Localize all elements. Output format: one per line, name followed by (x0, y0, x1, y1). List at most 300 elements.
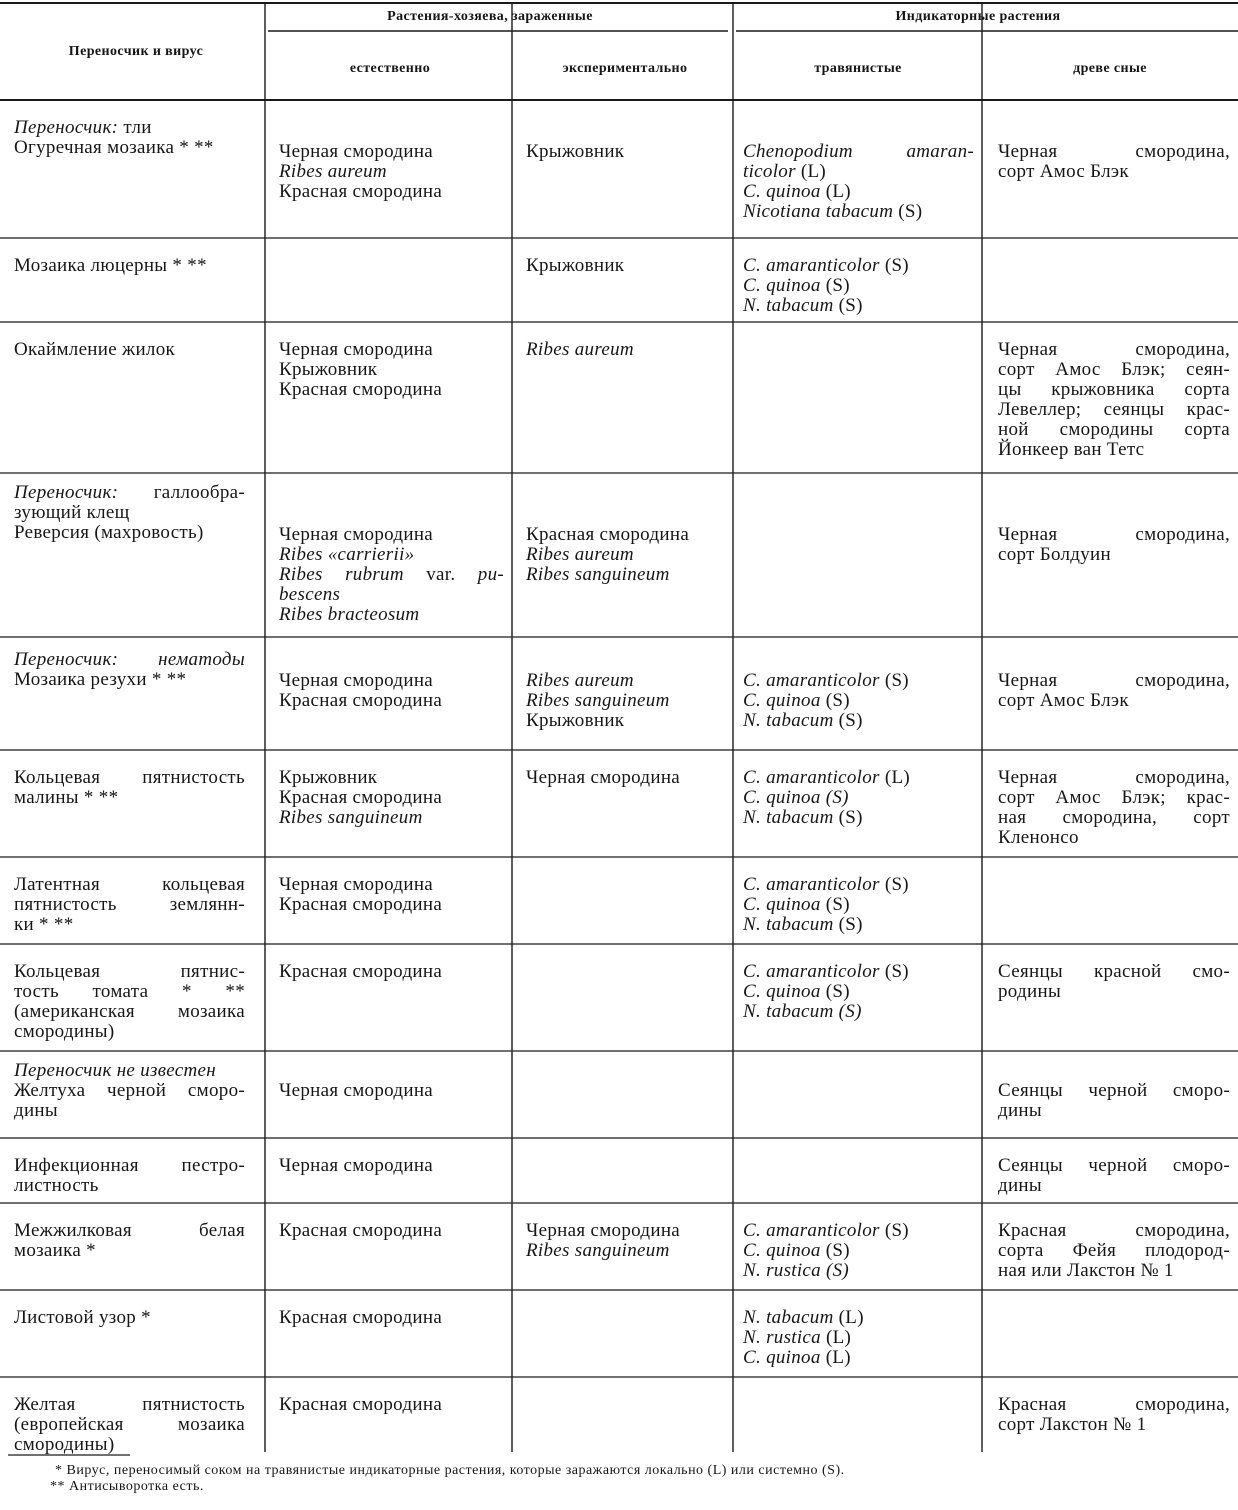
cell-text: пятнистость землянн- (14, 894, 245, 915)
cell-text: Черная смородина, (998, 141, 1230, 162)
cell-line (998, 691, 1230, 711)
cell-experimental (526, 256, 725, 276)
cell-text-suffix: (S) (893, 201, 923, 222)
cell-line (998, 545, 1230, 565)
cell-virus (14, 256, 245, 276)
cell-text-suffix: (S) (879, 255, 909, 276)
cell-text: N. tabacum (743, 295, 834, 316)
cell-line (14, 483, 245, 503)
cell-text: C. amaranticolor (743, 255, 880, 276)
cell-line (526, 565, 725, 585)
cell-text: Красная смородина, (998, 1394, 1230, 1415)
cell-text: сорт Лакстон № 1 (998, 1414, 1147, 1435)
cell-line (279, 1156, 504, 1176)
cell-line (743, 1221, 974, 1241)
cell-line (279, 380, 504, 400)
cell-text: Желтая пятнистость (14, 1394, 245, 1415)
cell-text: C. amaranticolor (743, 961, 880, 982)
cell-text: Инфекционная пестро- (14, 1155, 245, 1176)
cell-line (14, 1221, 245, 1241)
cell-text: ная смородина, сорт (998, 807, 1230, 828)
cell-text: C. quinoa (743, 894, 821, 915)
cell-line (526, 768, 725, 788)
cell-line (279, 808, 504, 828)
cell-text: bescens (279, 584, 341, 605)
cell-line (743, 182, 974, 202)
cell-line (998, 1156, 1230, 1176)
cell-line (743, 915, 974, 935)
cell-line (998, 440, 1230, 460)
cell-text: дины (998, 1100, 1042, 1121)
cell-line (14, 1101, 245, 1121)
cell-line (279, 565, 504, 585)
cell-line (14, 1061, 245, 1081)
cell-text: C. quinoa (743, 1240, 821, 1261)
cell-line (743, 1241, 974, 1261)
cell-line (743, 202, 974, 222)
cell-line (14, 1022, 245, 1042)
cell-text-suffix: (S) (833, 807, 863, 828)
cell-line (998, 525, 1230, 545)
cell-line (14, 982, 245, 1002)
cell-text: Черная смородина (279, 874, 434, 895)
cell-line (526, 256, 725, 276)
cell-line (743, 162, 974, 182)
cell-text: Йонкеер ван Тетс (998, 439, 1145, 460)
cell-text-suffix: галлообра- (153, 482, 245, 503)
cell-text: Черная смородина (279, 1080, 434, 1101)
cell-line (14, 340, 245, 360)
cell-line (279, 671, 504, 691)
cell-text: Кленонсо (998, 827, 1079, 848)
cell-virus (14, 962, 245, 1042)
cell-text-suffix: (S) (833, 295, 863, 316)
cell-line (14, 962, 245, 982)
cell-experimental (526, 1221, 725, 1261)
cell-line (998, 962, 1230, 982)
cell-text: дины (998, 1175, 1042, 1196)
cell-text: родины (998, 981, 1062, 1002)
cell-line (526, 711, 725, 731)
cell-virus (14, 1221, 245, 1261)
cell-text-suffix: (S) (820, 981, 850, 1002)
cell-woody (998, 1221, 1230, 1281)
cell-natural (279, 1221, 504, 1241)
cell-line (279, 691, 504, 711)
cell-text: C. quinoa (743, 181, 821, 202)
cell-text: ticolor (743, 161, 796, 182)
cell-line (743, 711, 974, 731)
cell-line (14, 523, 245, 543)
cell-text: сорт Амос Блэк; сеян- (998, 359, 1230, 380)
cell-line (998, 420, 1230, 440)
cell-line (743, 276, 974, 296)
cell-line (14, 875, 245, 895)
cell-line (279, 895, 504, 915)
cell-line (998, 768, 1230, 788)
cell-text: Ribes «carrierii» (279, 544, 415, 565)
cell-text: Красная смородина (279, 894, 443, 915)
cell-text: C. amaranticolor (743, 670, 880, 691)
cell-line (14, 788, 245, 808)
cell-line (998, 1241, 1230, 1261)
cell-line (14, 1308, 245, 1328)
cell-text: Листовой узор * (14, 1307, 151, 1328)
cell-text-suffix: (S) (879, 874, 909, 895)
cell-virus (14, 1156, 245, 1196)
cell-text: Черная смородина (279, 670, 434, 691)
cell-text: сорт Амос Блэк; крас- (998, 787, 1230, 808)
cell-natural (279, 768, 504, 828)
cell-text-suffix: (L) (820, 1327, 852, 1348)
cell-line (14, 915, 245, 935)
cell-herbaceous (743, 1221, 974, 1281)
cell-text: Красная смородина (279, 1220, 443, 1241)
cell-text: сорт Амос Блэк (998, 690, 1129, 711)
cell-text: Ribes aureum (526, 544, 634, 565)
cell-line (743, 1261, 974, 1281)
cell-line (743, 691, 974, 711)
cell-text: C. quinoa (743, 981, 821, 1002)
header-woody: древе сные (1073, 61, 1147, 76)
cell-text: Переносчик не известен (14, 1060, 216, 1081)
cell-text: ная или Лакстон № 1 (998, 1260, 1174, 1281)
cell-text: Красная смородина (279, 1307, 443, 1328)
cell-text: Крыжовник (279, 767, 378, 788)
cell-text: Сеянцы черной сморо- (998, 1080, 1230, 1101)
cell-text-suffix: (S) (833, 710, 863, 731)
cell-text: Черная смородина, (998, 524, 1230, 545)
header-vector-virus: Переносчик и вирус (68, 44, 204, 59)
cell-herbaceous (743, 142, 974, 222)
cell-text-suffix: (S) (833, 914, 863, 935)
cell-text-suffix: (S) (820, 1240, 850, 1261)
cell-line (998, 1176, 1230, 1196)
cell-text: Реверсия (махровость) (14, 522, 204, 543)
cell-text: Черная смородина (526, 1220, 681, 1241)
cell-virus (14, 650, 245, 690)
cell-text-suffix: var. (403, 564, 478, 585)
cell-text: Черная смородина (279, 339, 434, 360)
header-experimental: экспериментально (562, 61, 688, 76)
cell-text: Черная смородина (526, 767, 681, 788)
cell-text: Красная смородина (279, 961, 443, 982)
cell-text: Сеянцы красной смо- (998, 961, 1230, 982)
cell-line (998, 1415, 1230, 1435)
cell-line (743, 1328, 974, 1348)
cell-text: смородины) (14, 1021, 115, 1042)
cell-text: Nicotiana tabacum (743, 201, 894, 222)
cell-herbaceous (743, 671, 974, 731)
cell-text: Ribes sanguineum (526, 1240, 670, 1261)
cell-line (14, 118, 245, 138)
cell-text: Мозаика люцерны * ** (14, 255, 207, 276)
header-host-plants: Растения-хозяева, зараженные (387, 9, 593, 24)
cell-line (14, 138, 245, 158)
cell-text: ки * ** (14, 914, 74, 935)
cell-text: N. rustica (743, 1327, 821, 1348)
cell-text: Ribes sanguineum (279, 807, 423, 828)
cell-line (998, 380, 1230, 400)
cell-text: Огуречная мозаика * ** (14, 137, 214, 158)
cell-text-suffix: (S) (879, 1220, 909, 1241)
cell-line (279, 1308, 504, 1328)
cell-woody (998, 962, 1230, 1002)
cell-text: смородины) (14, 1434, 115, 1455)
cell-line (526, 671, 725, 691)
cell-text: Кольцевая пятнис- (14, 961, 245, 982)
cell-line (14, 256, 245, 276)
cell-text: дины (14, 1100, 58, 1121)
cell-line (526, 525, 725, 545)
header-indicator-plants: Индикаторные растения (895, 9, 1061, 24)
cell-virus (14, 118, 245, 158)
cell-text: зующий клещ (14, 502, 130, 523)
cell-line (526, 142, 725, 162)
cell-text-suffix: (S) (879, 670, 909, 691)
cell-woody (998, 671, 1230, 711)
cell-line (743, 1308, 974, 1328)
cell-text: ной смородины сорта (998, 419, 1230, 440)
cell-line (279, 962, 504, 982)
cell-natural (279, 1395, 504, 1415)
cell-text: Переносчик: нематоды (14, 649, 245, 670)
cell-virus (14, 1061, 245, 1121)
cell-woody (998, 525, 1230, 565)
cell-text-suffix: (L) (879, 767, 910, 788)
cell-line (14, 650, 245, 670)
cell-text: Ribes aureum (526, 339, 634, 360)
cell-natural (279, 962, 504, 982)
cell-text: C. quinoa (743, 275, 821, 296)
cell-text: Кольцевая пятнистость (14, 767, 245, 788)
cell-text: Левеллер; сеянцы крас- (998, 399, 1230, 420)
cell-line (14, 1241, 245, 1261)
cell-virus (14, 1308, 245, 1328)
cell-text: Красная смородина (279, 379, 443, 400)
cell-virus (14, 483, 245, 543)
cell-line (998, 671, 1230, 691)
cell-experimental (526, 671, 725, 731)
cell-line (998, 162, 1230, 182)
cell-text-suffix: (S) (820, 894, 850, 915)
cell-line (14, 1002, 245, 1022)
cell-natural (279, 525, 504, 625)
cell-text: Ribes sanguineum (526, 690, 670, 711)
cell-line (743, 1348, 974, 1368)
cell-text-suffix: (S) (820, 275, 850, 296)
cell-text: Ribes aureum (526, 670, 634, 691)
cell-text: Черная смородина, (998, 670, 1230, 691)
cell-line (998, 1081, 1230, 1101)
cell-woody (998, 340, 1230, 460)
cell-text: Переносчик: (14, 117, 124, 138)
cell-text: Красная смородина, (998, 1220, 1230, 1241)
cell-woody (998, 142, 1230, 182)
cell-herbaceous (743, 875, 974, 935)
cell-line (526, 340, 725, 360)
cell-line (998, 400, 1230, 420)
cell-woody (998, 768, 1230, 848)
cell-line (279, 182, 504, 202)
cell-herbaceous (743, 1308, 974, 1368)
cell-line (998, 340, 1230, 360)
cell-text: N. tabacum (743, 710, 834, 731)
cell-line (998, 788, 1230, 808)
cell-natural (279, 1156, 504, 1176)
cell-line (998, 828, 1230, 848)
cell-text: Черная смородина (279, 1155, 434, 1176)
cell-text: сорт Болдуин (998, 544, 1111, 565)
cell-line (279, 525, 504, 545)
cell-text: N. rustica (S) (743, 1260, 850, 1281)
cell-line (14, 1081, 245, 1101)
cell-line (279, 340, 504, 360)
cell-line (743, 808, 974, 828)
cell-line (279, 1221, 504, 1241)
cell-text: Ribes sanguineum (526, 564, 670, 585)
cell-text: Латентная кольцевая (14, 874, 245, 895)
cell-line (279, 875, 504, 895)
cell-line (14, 1435, 245, 1455)
cell-text: C. quinoa (743, 690, 821, 711)
cell-experimental (526, 768, 725, 788)
cell-line (998, 142, 1230, 162)
cell-text: C. quinoa (S) (743, 787, 849, 808)
cell-experimental (526, 142, 725, 162)
cell-text-suffix: (L) (820, 181, 851, 202)
cell-line (743, 982, 974, 1002)
cell-line (526, 1241, 725, 1261)
cell-text: Черная смородина, (998, 339, 1230, 360)
cell-herbaceous (743, 962, 974, 1022)
cell-line (14, 503, 245, 523)
cell-text-suffix: pu- (477, 564, 505, 585)
cell-text: Ribes rubrum (279, 564, 404, 585)
cell-text: Ribes aureum (279, 161, 387, 182)
cell-text: Черная смородина (279, 524, 434, 545)
cell-line (279, 162, 504, 182)
cell-text: Сеянцы черной сморо- (998, 1155, 1230, 1176)
cell-woody (998, 1081, 1230, 1121)
cell-text: Красная смородина (279, 787, 443, 808)
cell-woody (998, 1156, 1230, 1196)
cell-text-suffix: (L) (833, 1307, 864, 1328)
cell-text: C. amaranticolor (743, 1220, 880, 1241)
cell-line (14, 768, 245, 788)
cell-text: цы крыжовника сорта (998, 379, 1230, 400)
cell-text: Мозаика резухи * ** (14, 669, 187, 690)
cell-line (998, 1221, 1230, 1241)
cell-line (14, 1156, 245, 1176)
cell-line (743, 1002, 974, 1022)
cell-line (279, 1395, 504, 1415)
cell-line (526, 691, 725, 711)
cell-text: Крыжовник (279, 359, 378, 380)
cell-line (14, 670, 245, 690)
cell-text: малины * ** (14, 787, 119, 808)
cell-line (743, 962, 974, 982)
cell-text: тость томата * ** (14, 981, 245, 1002)
cell-line (279, 360, 504, 380)
cell-woody (998, 1395, 1230, 1435)
cell-virus (14, 1395, 245, 1455)
cell-line (743, 256, 974, 276)
cell-natural (279, 875, 504, 915)
cell-line (743, 875, 974, 895)
cell-text-suffix: (S) (879, 961, 909, 982)
cell-line (743, 768, 974, 788)
cell-line (14, 1415, 245, 1435)
cell-line (14, 895, 245, 915)
cell-text: (американская мозаика (14, 1001, 245, 1022)
cell-text-suffix: тли (123, 117, 152, 138)
cell-text: N. tabacum (743, 807, 834, 828)
cell-text-suffix: (S) (820, 690, 850, 711)
header-natural: естественно (349, 61, 431, 76)
cell-virus (14, 875, 245, 935)
cell-text: C. amaranticolor (743, 874, 880, 895)
cell-text: Черная смородина, (998, 767, 1230, 788)
cell-virus (14, 340, 245, 360)
cell-line (279, 1081, 504, 1101)
cell-text: C. quinoa (743, 1347, 821, 1368)
cell-line (526, 1221, 725, 1241)
cell-line (998, 1395, 1230, 1415)
cell-text: Красная смородина (279, 1394, 443, 1415)
cell-text: Окаймление жилок (14, 339, 176, 360)
cell-line (998, 1101, 1230, 1121)
cell-text: листность (14, 1175, 99, 1196)
cell-natural (279, 671, 504, 711)
cell-herbaceous (743, 768, 974, 828)
cell-line (14, 1395, 245, 1415)
cell-experimental (526, 525, 725, 585)
cell-text: мозаика * (14, 1240, 96, 1261)
cell-line (998, 360, 1230, 380)
cell-line (743, 671, 974, 691)
cell-text: C. amaranticolor (743, 767, 880, 788)
cell-text: Крыжовник (526, 141, 625, 162)
cell-text: Крыжовник (526, 255, 625, 276)
cell-line (279, 768, 504, 788)
cell-line (526, 545, 725, 565)
cell-natural (279, 142, 504, 202)
cell-line (743, 788, 974, 808)
cell-text: Черная смородина (279, 141, 434, 162)
cell-text-suffix: (L) (795, 161, 826, 182)
cell-line (279, 788, 504, 808)
cell-text: N. tabacum (S) (743, 1001, 862, 1022)
cell-line (743, 895, 974, 915)
cell-line (743, 142, 974, 162)
cell-line (279, 142, 504, 162)
cell-line (279, 585, 504, 605)
cell-text: Chenopodium amaran- (743, 141, 974, 162)
cell-text: Ribes bracteosum (279, 604, 420, 625)
cell-text: Переносчик: (14, 482, 154, 503)
cell-text: Крыжовник (526, 710, 625, 731)
cell-text: Красная смородина (526, 524, 690, 545)
cell-text: Красная смородина (279, 181, 443, 202)
cell-text: сорта Фейя плодород- (998, 1240, 1230, 1261)
cell-natural (279, 340, 504, 400)
cell-line (14, 1176, 245, 1196)
cell-line (279, 605, 504, 625)
cell-text: (европейская мозаика (14, 1414, 245, 1435)
cell-line (998, 808, 1230, 828)
footnote-1: * Вирус, переносимый соком на травянистые индикаторные растения, которые заражаются локально (L) или системно (S). (55, 1463, 845, 1478)
